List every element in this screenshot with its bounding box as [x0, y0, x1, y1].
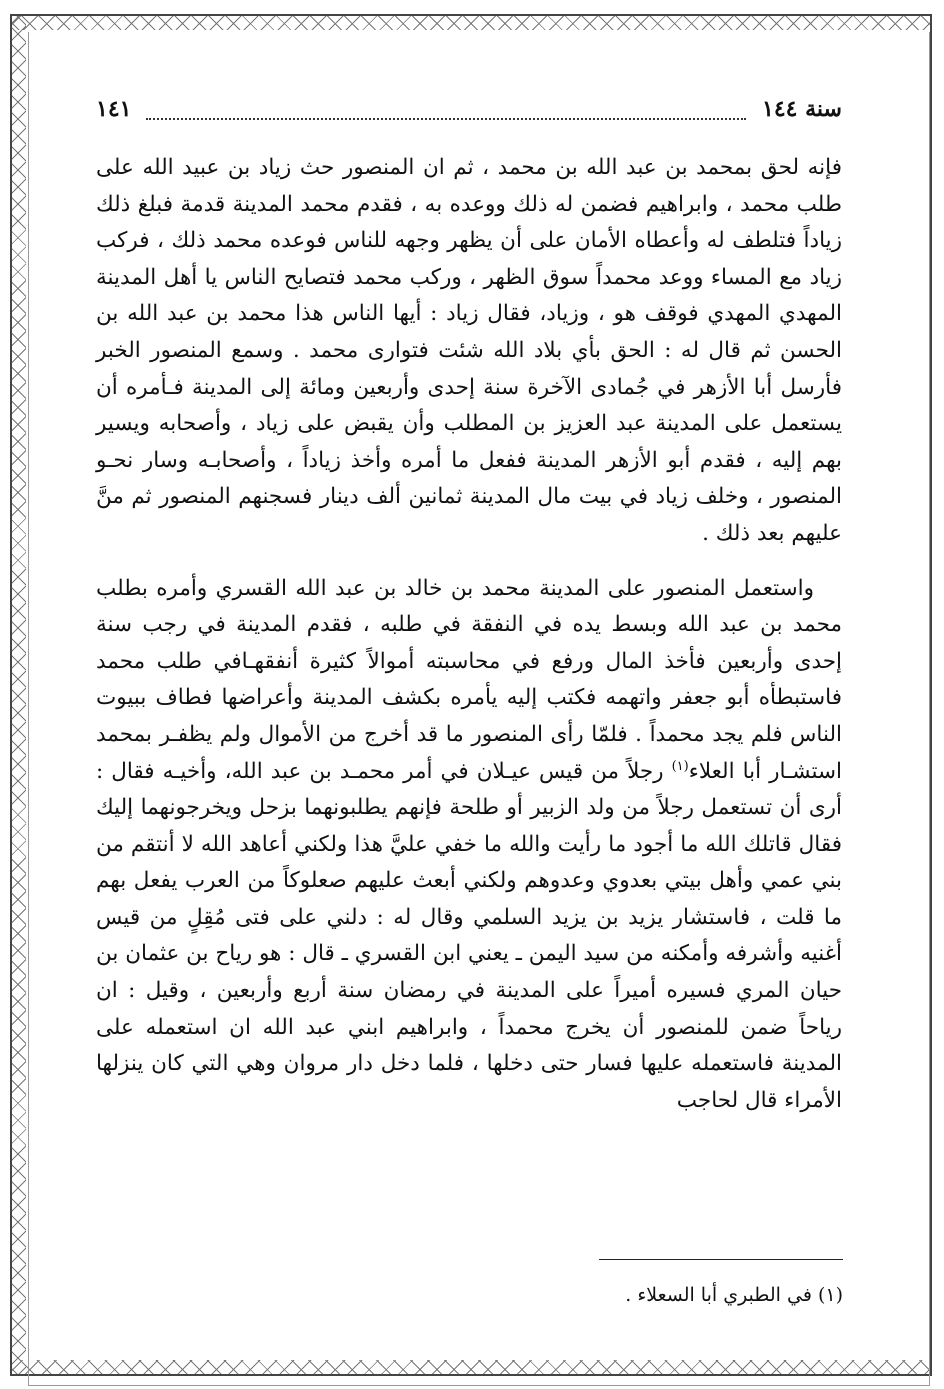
- header-dot-leader: [146, 118, 746, 120]
- page-number: ١٤١: [96, 96, 132, 122]
- main-text: [96, 150, 842, 1119]
- footnote-reference[interactable]: (١): [671, 758, 689, 774]
- footnote: (١) في الطبري أبا السعلاء .: [625, 1284, 843, 1306]
- paragraph-2-text-before-note: واستعمل المنصور على المدينة محمد بن خالد بن عبد الله القسري وأمره بطلب محمد بن عبد الله وبسط يده في النفقة في طلبه ، فقدم المدينة في رجب سنة إحدى وأربعين فأخذ المال ورفع في محاسبته أموالاً كثيرة أنفقهـافي طلب محمد فاستبطأه أبو جعفر واتهمه فكتب إليه يأمره بكشف المدينة وأعراضها فطاف ببيوت الناس فلم يجد محمداً . فلمّا رأى المنصور ما قد أخرج من الأموال ولم يظفـر بمحمد استشـار أبا العلاء: [96, 575, 843, 784]
- paragraph-2: [96, 571, 842, 1120]
- running-header: [96, 96, 842, 130]
- paragraph-2-text-after-note: رجلاً من قيس عيـلان في أمر محمـد بن عبد الله، وأخيـه فقال : أرى أن تستعمل رجلاً من ولد الزبير أو طلحة فإنهم يطلبونهما بزحل ويخرجونهما إليك فقال قاتلك الله ما أجود ما رأيت والله ما خفي عليَّ هذا ولكني أعاهد الله لا أنتقم من بني عمي وأهل بيتي بعدوي وعدوهم ولكني أبعث عليهم صعلوكاً من العرب يفعل بهم ما قلت ، فاستشار يزيد بن يزيد السلمي وقال له : دلني على فتى مُقِلٍ من قيس أغنيه وأشرفه وأمكنه من سيد اليمن ـ يعني ابن القسري ـ قال : هو رياح بن عثمان بن حيان المري فسيره أميراً على المدينة في رمضان سنة أربع وأربعين ، وقيل : ان رياحاً ضمن للمنصور أن يخرج محمداً ، وابراهيم ابني عبد الله ان استعمله على المدينة فاستعمله عليها فسار حتى دخلها ، فلما دخل دار مروان وهي التي كان ينزلها الأمراء قال لحاجب: [96, 758, 842, 1113]
- footnote-separator: [599, 1259, 843, 1260]
- running-header-title: سنة ١٤٤: [762, 96, 842, 122]
- paragraph-1: فإنه لحق بمحمد بن عبد الله بن محمد ، ثم ان المنصور حث زياد بن عبيد الله على طلب محمد ، وابراهيم فضمن له ذلك ووعده به ، فقدم محمد المدينة قدمة فبلغ ذلك زياداً فتلطف له وأعطاه الأمان على أن يظهر وجهه للناس فوعده محمد ذلك ، فركب زياد مع المساء ووعد محمداً سوق الظهر ، وركب محمد فتصايح الناس يا أهل المدينة المهدي المهدي فوقف هو ، وزياد، فقال زياد : أيها الناس هذا محمد بن عبد الله بن الحسن ثم قال له : الحق بأي بلاد الله شئت فتوارى محمد . وسمع المنصور الخبر فأرسل أبا الأزهر في جُمادى الآخرة سنة إحدى وأربعين ومائة إلى المدينة فـأمره أن يستعمل على المدينة عبد العزيز بن المطلب وأن يقبض على زياد ، وأصحابه ويسير بهم إليه ، فقدم أبو الأزهر المدينة ففعل ما أمره وأخذ زياداً ، وأصحابـه وسار نحـو المنصور ، وخلف زياد في بيت مال المدينة ثمانين ألف دينار فسجنهم المنصور ثم منَّ عليهم بعد ذلك .: [96, 155, 842, 546]
